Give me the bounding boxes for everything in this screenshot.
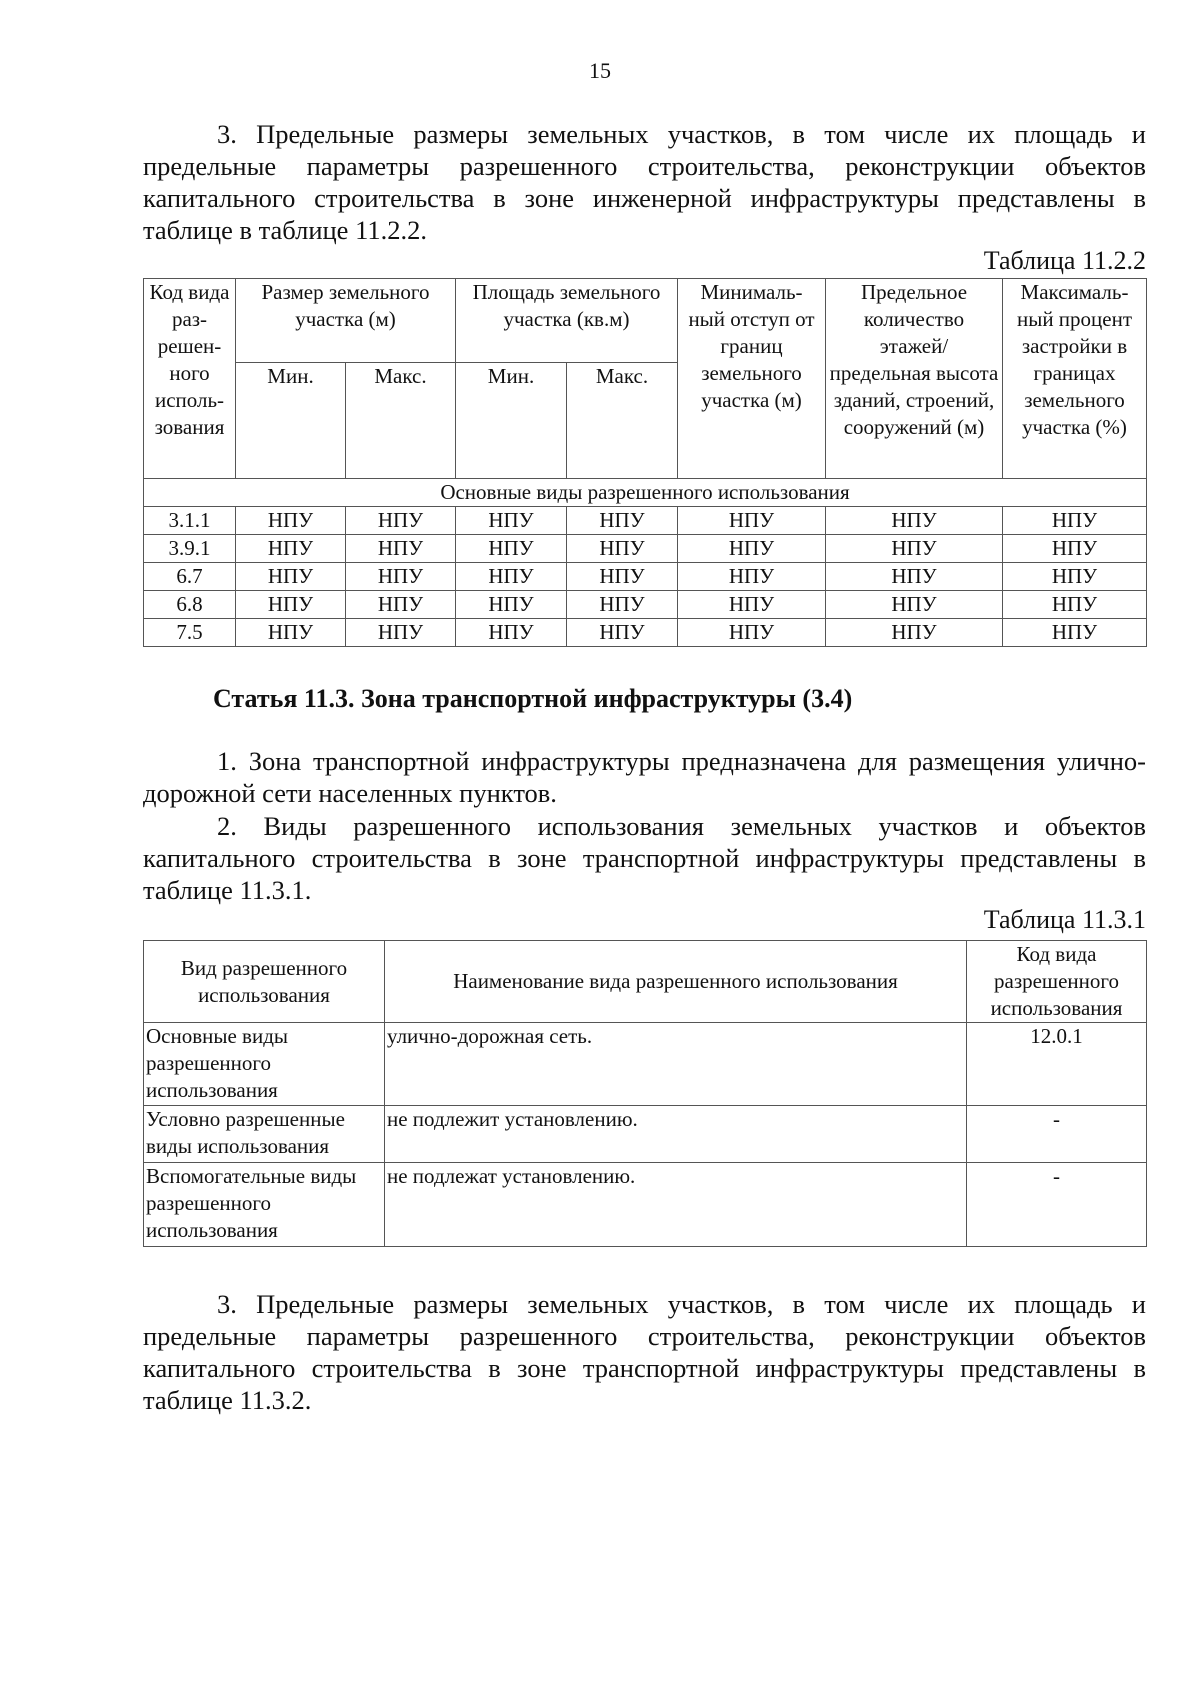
cell: 7.5 — [144, 619, 236, 647]
cell: улично-дорожная сеть. — [385, 1023, 967, 1106]
cell: НПУ — [346, 507, 456, 535]
cell: НПУ — [567, 507, 678, 535]
page-number: 15 — [589, 58, 611, 83]
cell: 3.1.1 — [144, 507, 236, 535]
cell: Условно разрешенные виды использования — [144, 1106, 385, 1163]
cell: НПУ — [456, 535, 567, 563]
table-row — [144, 535, 1147, 563]
cell: Основные виды разрешенного использования — [144, 1023, 385, 1106]
cell: НПУ — [346, 619, 456, 647]
cell: НПУ — [236, 507, 346, 535]
paragraph-zone-purpose: 1. Зона транспортной инфраструктуры предназначена для размещения улично-дорожной сети населенных пунктов. — [143, 746, 1146, 808]
cell: НПУ — [567, 563, 678, 591]
header-usage-code: Код вида разрешенного использования — [967, 941, 1147, 1023]
header-area-min: Мин. — [456, 363, 567, 479]
header-area: Площадь земельного участка (кв.м) — [456, 279, 678, 363]
cell: НПУ — [346, 535, 456, 563]
table-row — [144, 507, 1147, 535]
cell: НПУ — [826, 619, 1003, 647]
section-row: Основные виды разрешенного использования — [144, 479, 1147, 507]
cell: НПУ — [1003, 563, 1147, 591]
table-row — [144, 563, 1147, 591]
cell: НПУ — [1003, 535, 1147, 563]
cell: НПУ — [678, 507, 826, 535]
cell: НПУ — [678, 535, 826, 563]
cell: НПУ — [567, 591, 678, 619]
header-size-max: Макс. — [346, 363, 456, 479]
cell: 6.8 — [144, 591, 236, 619]
cell: не подлежит установлению. — [385, 1106, 967, 1163]
cell: НПУ — [236, 535, 346, 563]
paragraph-limits-engineering: 3. Предельные размеры земельных участков, в том числе их площадь и предельные параметры разрешенного строительства, реконструкции объектов капитального строительства в зоне инженерной инфраструктуры представлены в таблице в таблице 11.2.2. — [143, 119, 1146, 245]
table-caption-11-2-2: Таблица 11.2.2 — [983, 246, 1146, 275]
header-setback: Минималь- ный отступ от границ земельного участка (м) — [678, 279, 826, 479]
header-coverage: Максималь- ный процент застройки в границах земельного участка (%) — [1003, 279, 1147, 479]
cell: НПУ — [456, 619, 567, 647]
cell: НПУ — [826, 591, 1003, 619]
header-usage-kind: Вид разрешенного использования — [144, 941, 385, 1023]
paragraph-limits-transport: 3. Предельные размеры земельных участков, в том числе их площадь и предельные параметры разрешенного строительства, реконструкции объектов капитального строительства в зоне транспортной инфраструктуры представлены в таблице 11.3.2. — [143, 1289, 1146, 1415]
table-row — [144, 619, 1147, 647]
cell: - — [967, 1163, 1147, 1247]
table-11-2-2 — [143, 278, 1147, 647]
cell: НПУ — [1003, 507, 1147, 535]
header-usage-name: Наименование вида разрешенного использования — [385, 941, 967, 1023]
header-floors: Предельное количество этажей/ предельная высота зданий, строений, сооружений (м) — [826, 279, 1003, 479]
cell: НПУ — [567, 619, 678, 647]
cell: 3.9.1 — [144, 535, 236, 563]
header-area-max: Макс. — [567, 363, 678, 479]
cell: НПУ — [236, 591, 346, 619]
cell: Вспомогательные виды разрешенного использования — [144, 1163, 385, 1247]
cell: НПУ — [678, 563, 826, 591]
cell: НПУ — [1003, 619, 1147, 647]
cell: - — [967, 1106, 1147, 1163]
header-size: Размер земельного участка (м) — [236, 279, 456, 363]
table-row — [144, 1163, 1147, 1247]
table-row — [144, 1106, 1147, 1163]
cell: НПУ — [456, 591, 567, 619]
cell: НПУ — [1003, 591, 1147, 619]
cell: НПУ — [826, 535, 1003, 563]
cell: 12.0.1 — [967, 1023, 1147, 1106]
article-heading: Статья 11.3. Зона транспортной инфраструктуры (3.4) — [213, 684, 853, 713]
cell: НПУ — [236, 563, 346, 591]
cell: не подлежат установлению. — [385, 1163, 967, 1247]
cell: НПУ — [826, 563, 1003, 591]
cell: НПУ — [826, 507, 1003, 535]
cell: НПУ — [456, 507, 567, 535]
cell: НПУ — [346, 591, 456, 619]
cell: НПУ — [456, 563, 567, 591]
cell: 6.7 — [144, 563, 236, 591]
table-caption-11-3-1: Таблица 11.3.1 — [983, 905, 1146, 934]
table-row — [144, 591, 1147, 619]
cell: НПУ — [678, 619, 826, 647]
header-code: Код вида раз- решен- ного исполь- зования — [144, 279, 236, 479]
cell: НПУ — [236, 619, 346, 647]
cell: НПУ — [678, 591, 826, 619]
cell: НПУ — [567, 535, 678, 563]
paragraph-usage-types: 2. Виды разрешенного использования земельных участков и объектов капитального строительства в зоне транспортной инфраструктуры представлены в таблице 11.3.1. — [143, 811, 1146, 905]
cell: НПУ — [346, 563, 456, 591]
table-11-3-1 — [143, 940, 1147, 1247]
table-row — [144, 1023, 1147, 1106]
header-size-min: Мин. — [236, 363, 346, 479]
